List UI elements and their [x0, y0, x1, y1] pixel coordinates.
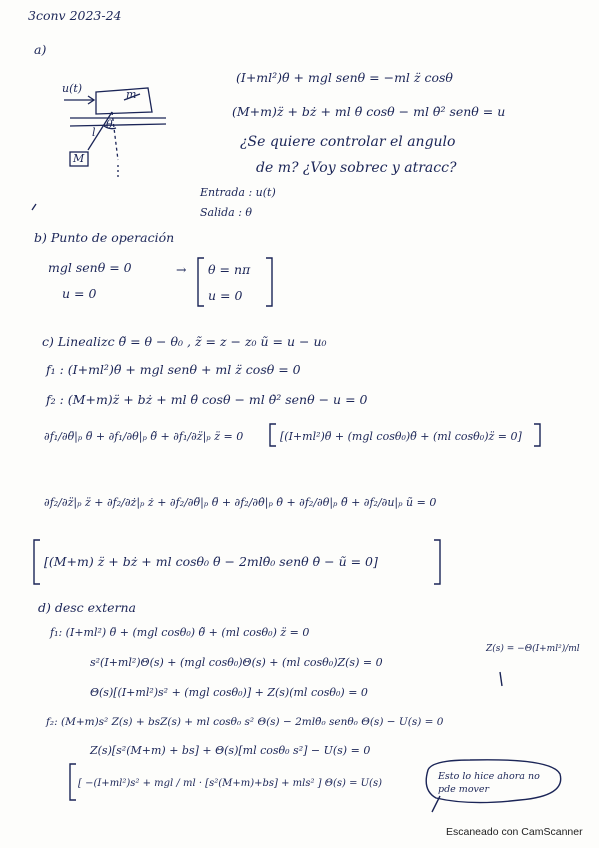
section-d-p2-side: Z(s) = −Θ(I+ml²)/ml [486, 644, 580, 654]
section-c-f1: f₁ : (I+ml²)θ̈ + mgl senθ + ml z̈ cosθ = 0 [46, 362, 301, 377]
section-d-p3: Θ(s)[(I+ml²)s² + (mgl cosθ₀)] + Z(s)(ml cosθ₀) = 0 [90, 686, 368, 699]
section-b-line-1: mgl senθ = 0 [48, 260, 132, 275]
equation-1: (I+ml²)θ̈ + mgl senθ = −ml z̈ cosθ [236, 70, 453, 85]
section-b-result-1: θ = nπ [208, 262, 251, 277]
section-c-lin2: ∂f₂/∂z̈|ₚ z̈ + ∂f₂/∂ż|ₚ ż + ∂f₂/∂θ̈|ₚ θ̈ + ∂f₂/∂θ̇|ₚ θ̇ + ∂f₂/∂θ|ₚ θ̃ + ∂f₂/∂u|ₚ ũ = 0 [44, 496, 437, 509]
output-definition: Salida : θ [200, 206, 253, 219]
bracket-right-b [266, 258, 272, 306]
section-b-arrow: → [176, 262, 187, 277]
section-c-title: c) Linealizc θ̃ = θ − θ₀ , z̃ = z − z₀ ũ = u − u₀ [42, 334, 327, 349]
diagram-label-theta: θ [106, 118, 113, 131]
part-a-label: a) [34, 42, 47, 57]
bracket-left-b [198, 258, 204, 306]
equation-2: (M+m)z̈ + bż + ml θ̈ cosθ − ml θ̇² senθ = u [232, 104, 506, 119]
section-c-lin2-result: [(M+m) z̈ + bż + ml cosθ₀ θ̈ − 2mlθ̇₀ senθ θ̇ − ũ = 0] [44, 554, 378, 569]
question-line-1: ¿Se quiere controlar el angulo [240, 134, 456, 150]
diagram-label-l: l [92, 126, 96, 139]
section-d-note: Esto lo hice ahora no pde mover [438, 771, 540, 795]
section-d-p2: s²(I+ml²)Θ(s) + (mgl cosθ₀)Θ(s) + (ml cosθ₀)Z(s) = 0 [90, 656, 383, 669]
page-header-title: 3conv 2023-24 [28, 8, 122, 23]
section-d-p6: [ −(I+ml²)s² + mgl / ml · [s²(M+m)+bs] + mls² ] Θ(s) = U(s) [78, 778, 382, 789]
section-d-title: d) desc externa [38, 600, 136, 615]
section-c-lin1-lhs: ∂f₁/∂θ̈|ₚ θ̈ + ∂f₁/∂θ|ₚ θ̃ + ∂f₁/∂z̈|ₚ z̈ = 0 [44, 430, 244, 443]
section-d-p1: f₁: (I+ml²) θ̈ + (mgl cosθ₀) θ̃ + (ml cosθ₀) z̈ = 0 [50, 626, 310, 639]
section-c-lin1-rhs: [(I+ml²)θ̈ + (mgl cosθ₀)θ̃ + (ml cosθ₀)z̈ = 0] [280, 430, 522, 443]
input-definition: Entrada : u(t) [200, 186, 276, 199]
section-d-p4: f₂: (M+m)s² Z(s) + bsZ(s) + ml cosθ₀ s² Θ(s) − 2mlθ̇₀ senθ₀ Θ(s) − U(s) = 0 [46, 716, 444, 728]
section-b-result-2: u = 0 [208, 288, 243, 303]
cart-body [96, 88, 152, 114]
question-line-2: de m? ¿Voy sobrec y atracc? [256, 160, 457, 176]
section-b-line-2: u = 0 [62, 286, 97, 301]
diagram-label-M: M [73, 152, 85, 165]
scanner-watermark: Escaneado con CamScanner [446, 826, 583, 838]
diagram-label-m: m [126, 88, 137, 101]
section-c-f2: f₂ : (M+m)z̈ + bż + ml θ̈ cosθ − ml θ̇² senθ − u = 0 [46, 392, 368, 407]
section-b-title: b) Punto de operación [34, 230, 175, 245]
diagram-label-u: u(t) [62, 82, 83, 95]
rail-line-lower [70, 124, 166, 126]
section-d-p5: Z(s)[s²(M+m) + bs] + Θ(s)[ml cosθ₀ s²] − U(s) = 0 [90, 744, 371, 757]
